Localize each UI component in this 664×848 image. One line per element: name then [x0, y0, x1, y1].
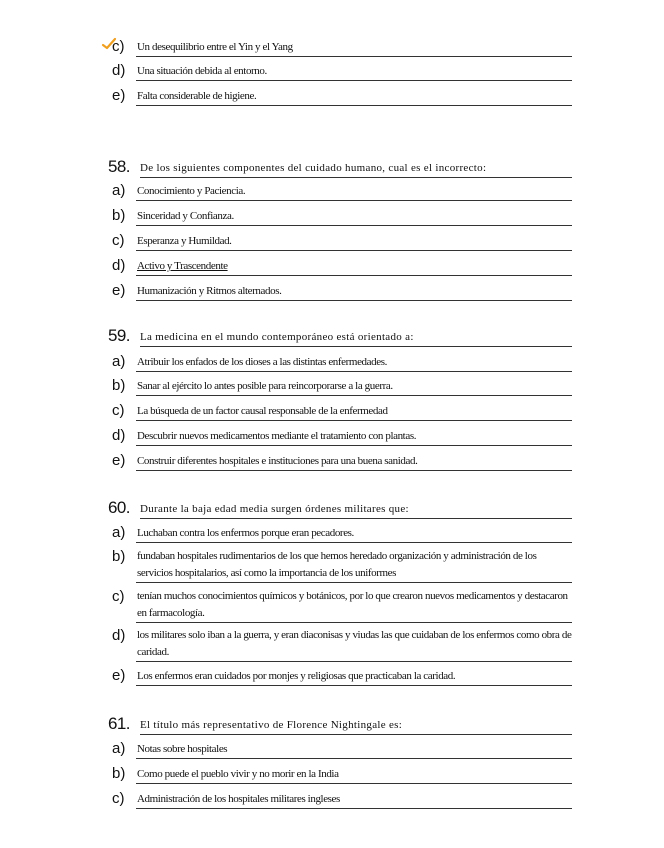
option-letter: a)	[112, 524, 126, 541]
list-item[interactable]	[112, 38, 572, 58]
list-item[interactable]	[112, 548, 572, 584]
option-text: Los enfermos eran cuidados por monjes y religiosas que practicaban la caridad.	[136, 667, 572, 686]
option-letter: e)	[112, 667, 126, 684]
option-text: Como puede el pueblo vivir y no morir en la India	[136, 765, 572, 784]
option-text: Una situación debida al entorno.	[136, 62, 572, 81]
option-text: Construir diferentes hospitales e instituciones para una buena sanidad.	[136, 452, 572, 471]
option-text: Activo y Trascendente	[136, 257, 572, 276]
question-58	[108, 157, 572, 179]
option-letter: b)	[112, 207, 126, 224]
option-text: La búsqueda de un factor causal responsable de la enfermedad	[136, 402, 572, 421]
option-text: Sanar al ejército lo antes posible para reincorporarse a la guerra.	[136, 377, 572, 396]
list-item[interactable]	[112, 87, 572, 107]
list-item[interactable]	[112, 627, 572, 663]
question-text: El título más representativo de Florence Nightingale es:	[140, 716, 572, 735]
question-59	[108, 326, 572, 348]
option-letter: c)	[112, 402, 125, 419]
option-text: Humanización y Ritmos alternados.	[136, 282, 572, 301]
option-text: Conocimiento y Paciencia.	[136, 182, 572, 201]
list-item[interactable]	[112, 402, 572, 422]
option-text: Atribuir los enfados de los dioses a las distintas enfermedades.	[136, 353, 572, 372]
question-60	[108, 498, 572, 520]
list-item[interactable]	[112, 207, 572, 227]
option-text: Sinceridad y Confianza.	[136, 207, 572, 226]
option-text: Luchaban contra los enfermos porque eran pecadores.	[136, 524, 572, 543]
option-letter: d)	[112, 62, 126, 79]
option-letter: b)	[112, 765, 126, 782]
option-letter: d)	[112, 427, 126, 444]
question-text: La medicina en el mundo contemporáneo está orientado a:	[140, 328, 572, 347]
question-text: Durante la baja edad media surgen órdenes militares que:	[140, 500, 572, 519]
option-letter: c)	[112, 232, 125, 249]
question-61	[108, 714, 572, 736]
list-item[interactable]	[112, 452, 572, 472]
list-item[interactable]	[112, 232, 572, 252]
option-letter: e)	[112, 87, 126, 104]
option-letter: d)	[112, 257, 126, 274]
option-letter: d)	[112, 627, 126, 644]
option-text: Esperanza y Humildad.	[136, 232, 572, 251]
list-item[interactable]	[112, 588, 572, 624]
list-item[interactable]	[112, 257, 572, 277]
option-text: Notas sobre hospitales	[136, 740, 572, 759]
list-item[interactable]	[112, 524, 572, 544]
list-item[interactable]	[112, 765, 572, 785]
question-number: 59.	[108, 326, 130, 345]
option-letter: b)	[112, 548, 126, 565]
option-text: fundaban hospitales rudimentarios de los que hemos heredado organización y administración de los servicios hospitalarios, así como la importancia de los uniformes	[136, 548, 572, 583]
list-item[interactable]	[112, 62, 572, 82]
option-text: tenían muchos conocimientos químicos y botánicos, por lo que crearon nuevos medicamentos y destacaron en farmacología.	[136, 588, 572, 623]
question-number: 61.	[108, 714, 130, 733]
list-item[interactable]	[112, 377, 572, 397]
option-letter: c)	[112, 38, 125, 55]
option-letter: a)	[112, 740, 126, 757]
list-item[interactable]	[112, 667, 572, 687]
list-item[interactable]	[112, 282, 572, 302]
option-text: Descubrir nuevos medicamentos mediante el tratamiento con plantas.	[136, 427, 572, 446]
list-item[interactable]	[112, 182, 572, 202]
option-letter: e)	[112, 282, 126, 299]
option-letter: e)	[112, 452, 126, 469]
option-text: Administración de los hospitales militares ingleses	[136, 790, 572, 809]
option-letter: c)	[112, 790, 125, 807]
option-text: Falta considerable de higiene.	[136, 87, 572, 106]
option-letter: c)	[112, 588, 125, 605]
question-number: 58.	[108, 157, 130, 176]
option-text: Un desequilibrio entre el Yin y el Yang	[136, 38, 572, 57]
list-item[interactable]	[112, 790, 572, 810]
list-item[interactable]	[112, 427, 572, 447]
question-text: De los siguientes componentes del cuidado humano, cual es el incorrecto:	[140, 159, 572, 178]
option-letter: a)	[112, 182, 126, 199]
list-item[interactable]	[112, 353, 572, 373]
list-item[interactable]	[112, 740, 572, 760]
question-number: 60.	[108, 498, 130, 517]
option-letter: a)	[112, 353, 126, 370]
option-text: los militares solo iban a la guerra, y eran diaconisas y viudas las que cuidaban de los enfermos como obra de caridad.	[136, 627, 572, 662]
option-letter: b)	[112, 377, 126, 394]
